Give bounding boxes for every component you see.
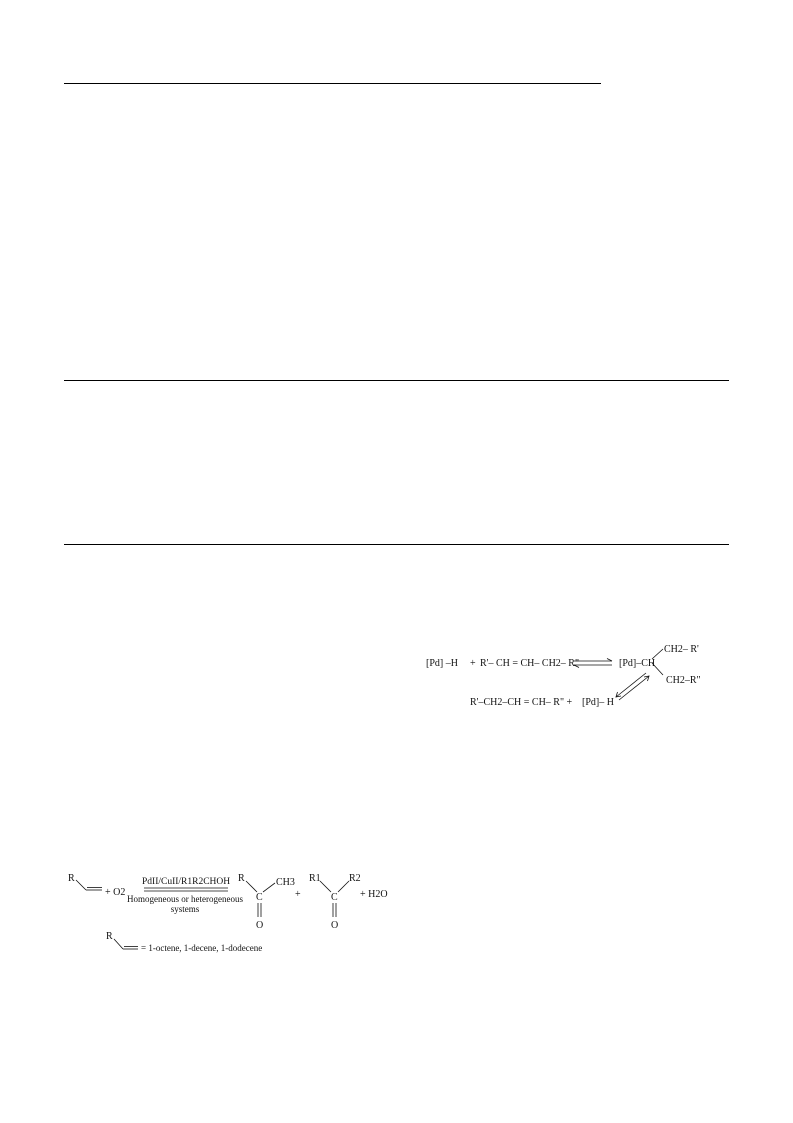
ketone2-r2-label: R2 [349,873,361,884]
equilibrium-arrow [574,659,612,668]
ketone-methyl: CH3 [276,877,295,888]
conditions-line-1: Homogeneous or heterogeneous [127,894,243,904]
plus-sign: + [470,658,476,669]
alkene-product: R'–CH2–CH = CH– R" + [470,697,573,708]
alkene-r-label: R [68,873,75,884]
alkene-bond [76,880,102,890]
ketone2-r1-label: R1 [309,873,321,884]
legend-alkene-bond [114,939,138,949]
catalyst-system: PdII/CuII/R1R2CHOH [142,877,231,887]
ch2-r-prime: CH2– R' [664,644,699,655]
ch2-r-double-prime: CH2–R" [666,675,701,686]
water-product: + H2O [360,889,388,900]
ketone-carbon: C [256,892,263,903]
legend-r-label: R [106,931,113,942]
horizontal-rule-top [64,83,601,84]
ketone2-carbon: C [331,892,338,903]
alkene-reactant: R'– CH = CH– CH2– R" [480,658,580,669]
diagonal-equilibrium-arrow [616,673,649,700]
oxygen-reactant: + O2 [105,887,126,898]
oxidation-scheme [60,862,400,962]
ketone-r-label: R [238,873,245,884]
ketone2-oxygen: O [331,920,339,931]
pd-ch-intermediate: [Pd]–CH [619,658,656,669]
pd-h-reactant: [Pd] –H [426,658,458,669]
horizontal-rule-middle [64,380,729,381]
horizontal-rule-lower [64,544,729,545]
plus-sign-2: + [295,889,301,900]
reaction-arrow [144,888,228,891]
isomerization-scheme [420,635,720,715]
pd-h-product: [Pd]– H [582,697,614,708]
legend-substrates: = 1-octene, 1-decene, 1-dodecene [141,943,263,953]
conditions-line-2: systems [170,904,200,914]
ketone-oxygen: O [256,920,264,931]
